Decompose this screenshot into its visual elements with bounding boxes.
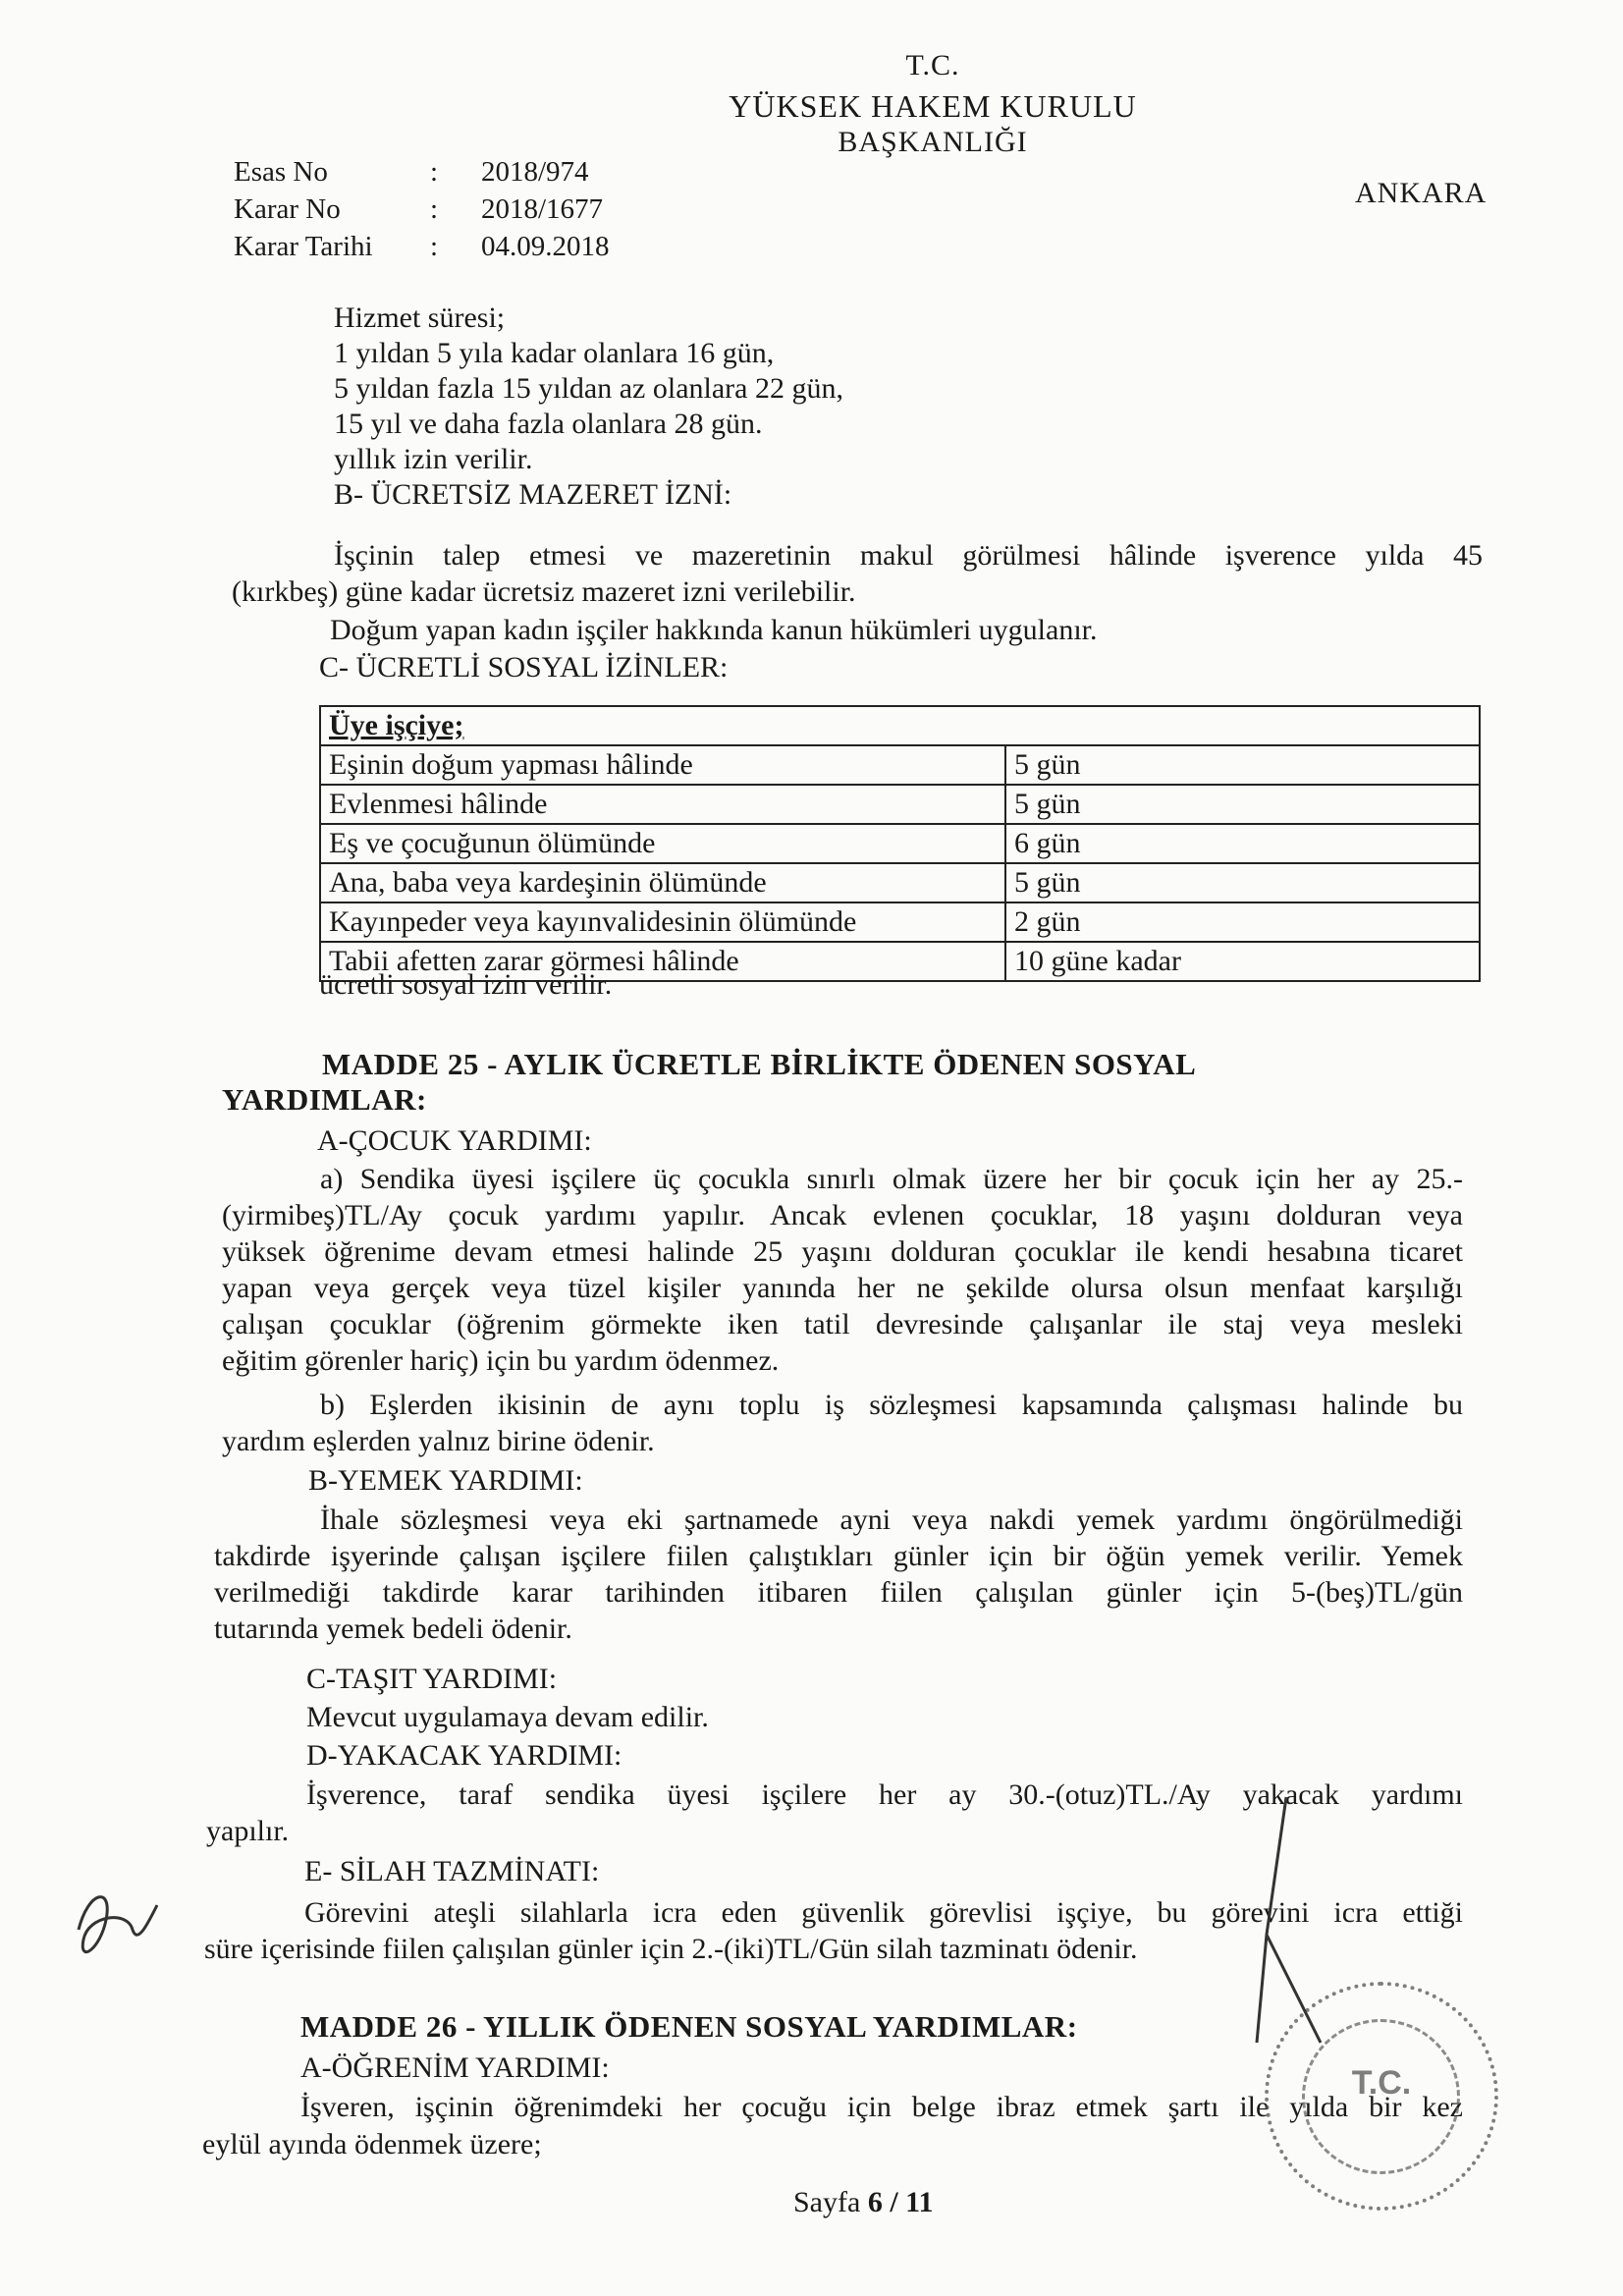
paragraph-line: İşverence, taraf sendika üyesi işçilere her ay 30.-(otuz)TL./Ay yakacak yardımı (306, 1778, 1463, 1811)
location-label: ANKARA (1355, 177, 1488, 209)
paragraph-line: yardım eşlerden yalnız birine ödenir. (222, 1425, 655, 1457)
paragraph-line: tutarında yemek bedeli ödenir. (214, 1613, 572, 1645)
paragraph-line: verilmediği takdirde karar tarihinden itibaren fiilen çalışılan günler için 5-(beş)TL/gün (214, 1576, 1463, 1609)
esas-value: 2018/974 (481, 156, 589, 188)
section-title: C- ÜCRETLİ SOSYAL İZİNLER: (319, 651, 729, 683)
row-value: 5 gün (1005, 785, 1480, 824)
section-title: C-TAŞIT YARDIMI: (306, 1663, 558, 1695)
article-heading: MADDE 25 - AYLIK ÜCRETLE BİRLİKTE ÖDENEN SOSYAL (322, 1047, 1197, 1081)
paragraph-line: Görevini ateşli silahlarla icra eden güvenlik görevlisi işçiye, bu görevini icra ettiği (304, 1896, 1463, 1929)
header-institution: YÜKSEK HAKEM KURULU (729, 88, 1137, 124)
paragraph-line: (yirmibeş)TL/Ay çocuk yardımı yapılır. Ancak evlenen çocuklar, 18 yaşını dolduran veya (222, 1199, 1463, 1231)
meta-separator: : (430, 193, 439, 225)
paid-leave-table (319, 705, 1481, 982)
row-value: 10 güne kadar (1005, 942, 1480, 981)
page-number (793, 2186, 934, 2219)
meta-separator: : (430, 156, 439, 188)
table-header: Üye işçiye; (320, 706, 1480, 745)
header-presidency: BAŞKANLIĞI (838, 126, 1028, 158)
table-row (320, 902, 1480, 942)
paragraph-line: yüksek öğrenime devam etmesi halinde 25 yaşını dolduran çocuklar ile kendi hesabına ticaret (222, 1235, 1463, 1268)
paragraph-line: (kırkbeş) güne kadar ücretsiz mazeret izni verilebilir. (232, 575, 856, 608)
section-title: B-YEMEK YARDIMI: (308, 1464, 583, 1497)
text-line: yıllık izin verilir. (334, 443, 533, 475)
table-footer: ücretli sosyal izin verilir. (319, 968, 613, 1001)
section-title: A-ÇOCUK YARDIMI: (317, 1124, 592, 1157)
tarih-value: 04.09.2018 (481, 231, 610, 262)
meta-separator: : (430, 231, 439, 262)
tarih-label: Karar Tarihi (234, 231, 373, 262)
section-title: E- SİLAH TAZMİNATI: (304, 1855, 600, 1887)
karar-label: Karar No (234, 193, 341, 225)
page-prefix: Sayfa (793, 2186, 868, 2218)
case-meta (234, 153, 610, 265)
row-label: Ana, baba veya kardeşinin ölümünde (320, 863, 1005, 902)
paragraph-line: süre içerisinde fiilen çalışılan günler için 2.-(iki)TL/Gün silah tazminatı ödenir. (204, 1933, 1138, 1965)
row-label: Eş ve çocuğunun ölümünde (320, 824, 1005, 863)
row-label: Evlenmesi hâlinde (320, 785, 1005, 824)
paragraph-line: çalışan çocuklar (öğrenim görmekte iken tatil devresinde çalışanlar ile staj veya mesleki (222, 1308, 1463, 1340)
row-label: Tabii afetten zarar görmesi hâlinde (320, 942, 1005, 981)
esas-label: Esas No (234, 156, 328, 188)
annual-leave-block (334, 301, 1492, 513)
section-title: D-YAKACAK YARDIMI: (306, 1739, 622, 1772)
section-title: A-ÖĞRENİM YARDIMI: (300, 2051, 610, 2084)
article-heading-cont: YARDIMLAR: (222, 1082, 427, 1117)
table-row (320, 745, 1480, 785)
paragraph-line: İşveren, işçinin öğrenimdeki her çocuğu için belge ibraz etmek şartı ile yılda bir kez (300, 2091, 1463, 2123)
page-count: 6 / 11 (867, 2186, 934, 2218)
text-line: 5 yıldan fazla 15 yıldan az olanlara 22 gün, (334, 372, 843, 405)
karar-value: 2018/1677 (481, 193, 604, 225)
table-header-row (320, 706, 1480, 745)
text-line: 1 yıldan 5 yıla kadar olanlara 16 gün, (334, 337, 775, 369)
header-tc: T.C. (905, 49, 960, 82)
paragraph-line: yapılır. (206, 1815, 290, 1847)
row-label: Eşinin doğum yapması hâlinde (320, 745, 1005, 785)
row-label: Kayınpeder veya kayınvalidesinin ölümünde (320, 902, 1005, 942)
row-value: 6 gün (1005, 824, 1480, 863)
paragraph-line: Mevcut uygulamaya devam edilir. (306, 1701, 709, 1733)
article-heading: MADDE 26 - YILLIK ÖDENEN SOSYAL YARDIMLAR: (300, 2009, 1078, 2044)
paragraph-line: İhale sözleşmesi veya eki şartnamede ayni veya nakdi yemek yardımı öngörülmediği (320, 1503, 1463, 1536)
paragraph-line: Doğum yapan kadın işçiler hakkında kanun hükümleri uygulanır. (330, 614, 1098, 646)
stamp-text: T.C. (1351, 2064, 1412, 2102)
table-row (320, 863, 1480, 902)
paragraph-line: İşçinin talep etmesi ve mazeretinin makul görülmesi hâlinde işverence yılda 45 (334, 539, 1483, 572)
table-row (320, 785, 1480, 824)
paragraph-line: takdirde işyerinde çalışan işçilere fiilen çalıştıkları günler için bir öğün yemek verilir. Yemek (214, 1540, 1463, 1572)
text-line: 15 yıl ve daha fazla olanlara 28 gün. (334, 408, 763, 440)
paragraph-line: eylül ayında ödenmek üzere; (202, 2128, 542, 2160)
paragraph-line: a) Sendika üyesi işçilere üç çocukla sınırlı olmak üzere her bir çocuk için her ay 25.- (320, 1163, 1463, 1195)
text-line: Hizmet süresi; (334, 301, 506, 334)
table-row (320, 824, 1480, 863)
row-value: 5 gün (1005, 745, 1480, 785)
paragraph-line: b) Eşlerden ikisinin de aynı toplu iş sözleşmesi kapsamında çalışması halinde bu (320, 1389, 1463, 1421)
row-value: 2 gün (1005, 902, 1480, 942)
row-value: 5 gün (1005, 863, 1480, 902)
initials-mark (59, 1871, 167, 1979)
signature-mark (1227, 1787, 1335, 2082)
paragraph-line: eğitim görenler hariç) için bu yardım ödenmez. (222, 1344, 780, 1377)
paragraph-line: yapan veya gerçek veya tüzel kişiler yanında her ne şekilde olursa olsun menfaat karşılığı (222, 1272, 1463, 1304)
section-title: B- ÜCRETSİZ MAZERET İZNİ: (334, 478, 732, 511)
